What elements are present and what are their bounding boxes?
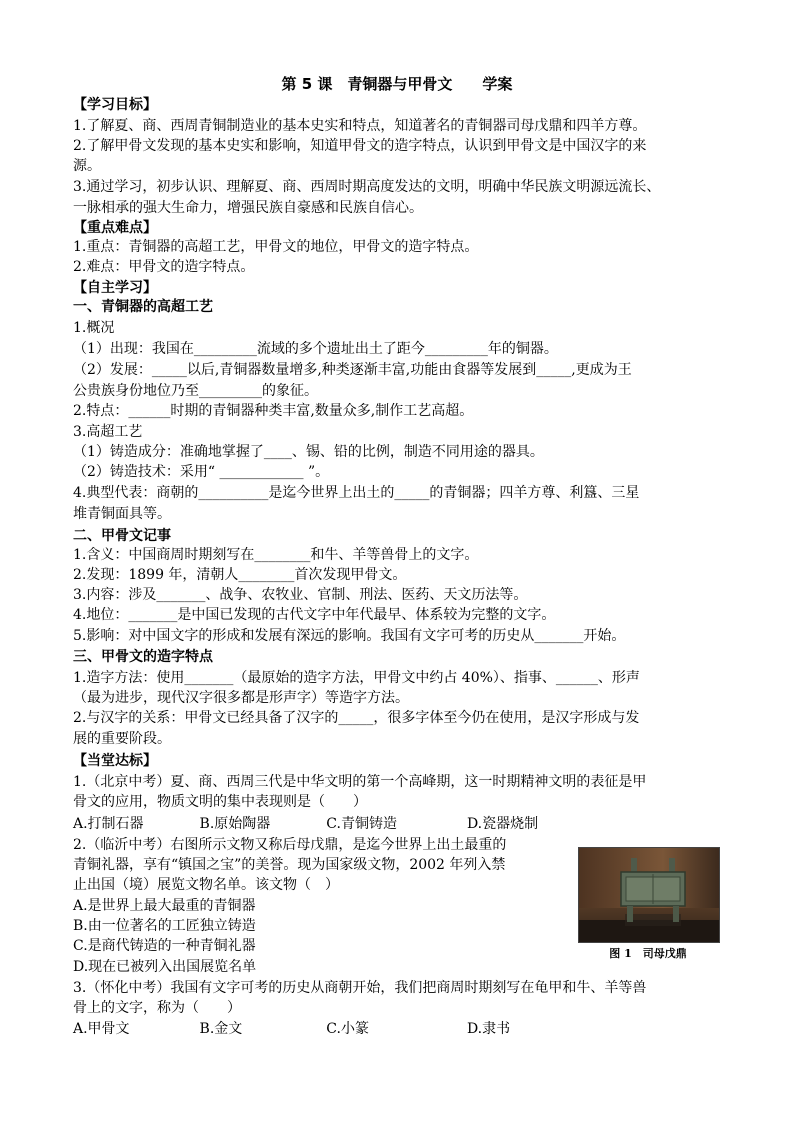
text-line: 1.重点：青铜器的高超工艺，甲骨文的地位，甲骨文的造字特点。 bbox=[73, 239, 479, 255]
text-line: 3.内容：涉及_______、战争、农牧业、官制、刑法、医药、天文历法等。 bbox=[73, 587, 528, 603]
text-line: A.甲骨文 B.金文 C.小篆 D.隶书 bbox=[73, 1021, 511, 1037]
section-heading: 【自主学习】 bbox=[73, 280, 157, 296]
section-heading: 【学习目标】 bbox=[73, 97, 157, 113]
section-heading: 三、甲骨文的造字特点 bbox=[73, 649, 213, 665]
text-line: 3.通过学习，初步认识、理解夏、商、西周时期高度发达的文明，明确中华民族文明源远流长、 bbox=[73, 179, 661, 195]
text-line: 源。 bbox=[73, 158, 101, 174]
text-line: 1.（北京中考）夏、商、西周三代是中华文明的第一个高峰期，这一时期精神文明的表征是甲 bbox=[73, 774, 647, 790]
section-heading: 【重点难点】 bbox=[73, 220, 157, 236]
text-line: 5.影响：对中国文字的形成和发展有深远的影响。我国有文字可考的历史从_______开始。 bbox=[73, 628, 626, 644]
text-line: （1）铸造成分：准确地掌握了____、锡、铅的比例，制造不同用途的器具。 bbox=[73, 444, 544, 460]
section-heading: 一、青铜器的高超工艺 bbox=[73, 299, 213, 315]
figure-caption: 图 1 司母戊鼎 bbox=[609, 947, 687, 960]
text-line: （1）出现：我国在_________流域的多个遗址出土了距今_________年的铜器。 bbox=[73, 341, 558, 357]
text-line: 2.特点：______时期的青铜器种类丰富,数量众多,制作工艺高超。 bbox=[73, 403, 474, 419]
text-line: 2.了解甲骨文发现的基本史实和影响，知道甲骨文的造字特点，认识到甲骨文是中国汉字的来 bbox=[73, 138, 647, 154]
text-line: 骨上的文字，称为（ ） bbox=[73, 1000, 241, 1016]
text-line: 青铜礼器，享有“镇国之宝”的美誉。现为国家级文物，2002 年列入禁 bbox=[73, 857, 506, 873]
bronze-ding-image bbox=[579, 848, 719, 942]
text-line: 一脉相承的强大生命力，增强民族自豪感和民族自信心。 bbox=[73, 200, 423, 216]
text-line: 4.地位：_______是中国已发现的古代文字中年代最早、体系较为完整的文字。 bbox=[73, 607, 556, 623]
text-line: （2）铸造技术：采用“ ____________ ”。 bbox=[73, 464, 330, 480]
text-line: C.是商代铸造的一种青铜礼器 bbox=[73, 938, 256, 954]
text-line: 堆青铜面具等。 bbox=[73, 506, 171, 522]
section-heading: 【当堂达标】 bbox=[73, 753, 157, 769]
text-line: 展的重要阶段。 bbox=[73, 731, 171, 747]
text-line: 1.含义：中国商周时期刻写在________和牛、羊等兽骨上的文字。 bbox=[73, 547, 479, 563]
text-line: 公贵族身份地位乃至_________的象征。 bbox=[73, 383, 318, 399]
text-line: 4.典型代表：商朝的__________是迄今世界上出土的_____的青铜器；四羊方尊、利簋、三星 bbox=[73, 485, 640, 501]
text-line: B.由一位著名的工匠独立铸造 bbox=[73, 918, 256, 934]
text-line: 1.了解夏、商、西周青铜制造业的基本史实和特点，知道著名的青铜器司母戊鼎和四羊方尊。 bbox=[73, 118, 647, 134]
text-line: 2.与汉字的关系：甲骨文已经具备了汉字的_____，很多字体至今仍在使用，是汉字形成与发 bbox=[73, 710, 640, 726]
text-line: 1.造字方法：使用_______（最原始的造字方法，甲骨文中约占 40%）、指事、______、形声 bbox=[73, 670, 640, 686]
text-line: 2.难点：甲骨文的造字特点。 bbox=[73, 259, 255, 275]
text-line: A.打制石器 B.原始陶器 C.青铜铸造 D.瓷器烧制 bbox=[73, 816, 539, 832]
text-line: 3.高超工艺 bbox=[73, 424, 143, 440]
simuwu-ding-photo bbox=[578, 847, 720, 943]
text-line: 3.（怀化中考）我国有文字可考的历史从商朝开始，我们把商周时期刻写在龟甲和牛、羊等兽 bbox=[73, 980, 647, 996]
text-line: （最为进步，现代汉字很多都是形声字）等造字方法。 bbox=[73, 690, 409, 706]
text-line: 止出国（境）展览文物名单。该文物（ ） bbox=[73, 877, 339, 893]
text-line: 2.（临沂中考）右图所示文物又称后母戊鼎，是迄今世界上出土最重的 bbox=[73, 837, 507, 853]
text-line: 2.发现：1899 年，清朝人________首次发现甲骨文。 bbox=[73, 567, 407, 583]
text-line: 1.概况 bbox=[73, 320, 115, 336]
page-title: 第 5 课 青铜器与甲骨文 学案 bbox=[281, 75, 513, 93]
text-line: D.现在已被列入出国展览名单 bbox=[73, 959, 257, 975]
section-heading: 二、甲骨文记事 bbox=[73, 528, 171, 544]
text-line: 骨文的应用，物质文明的集中表现则是（ ） bbox=[73, 794, 367, 810]
text-line: A.是世界上最大最重的青铜器 bbox=[73, 898, 256, 914]
text-line: （2）发展：_____以后,青铜器数量增多,种类逐渐丰富,功能由食器等发展到_____,更成为王 bbox=[73, 362, 632, 378]
